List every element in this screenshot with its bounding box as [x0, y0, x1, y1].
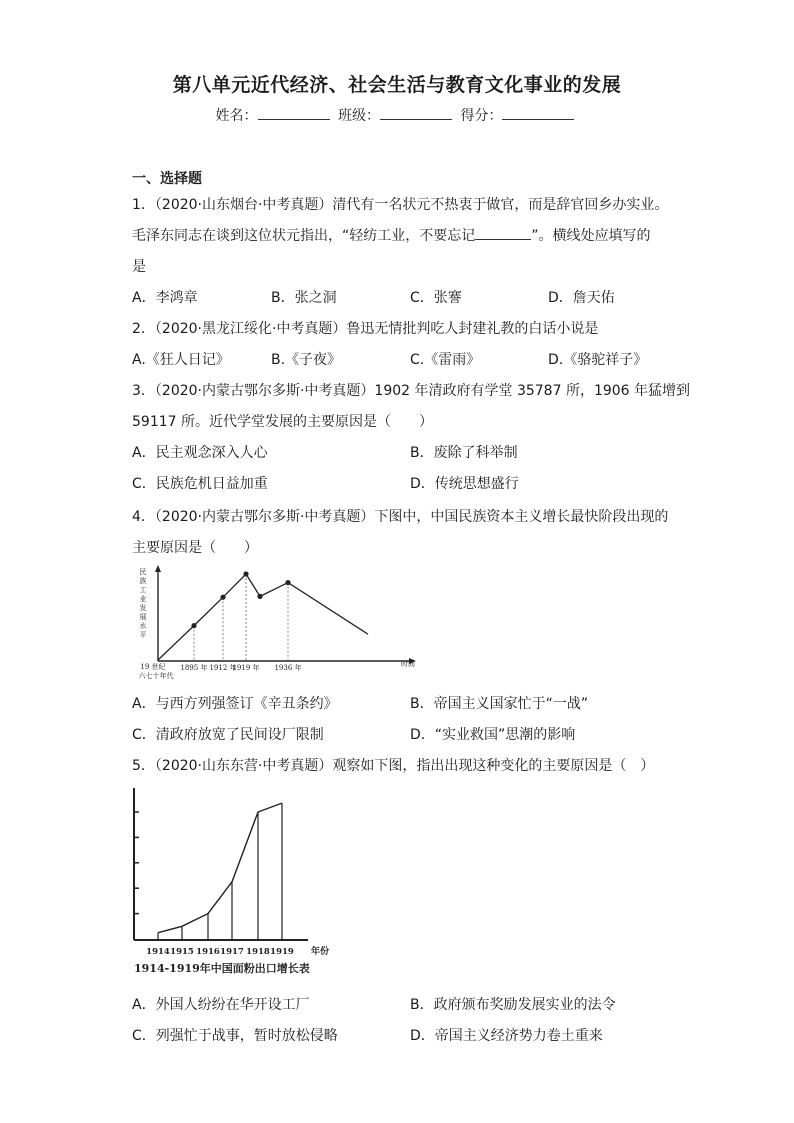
q5-option-b[interactable]: B．政府颁布奖励发展实业的法令 — [410, 997, 616, 1013]
q1-line2 — [132, 225, 651, 245]
q4-y-label-char: 平 — [139, 631, 147, 639]
q2-option-a[interactable]: A.《狂人日记》 — [132, 352, 230, 368]
q4-line2: 主要原因是（ ） — [132, 540, 258, 556]
q4-tick-0: 19 世纪 — [140, 663, 166, 671]
q4-option-d[interactable]: D．“实业救国”思潮的影响 — [410, 727, 576, 743]
q3-option-b[interactable]: B．废除了科举制 — [410, 445, 518, 461]
q4-chart — [132, 562, 432, 688]
q4-data-point — [191, 623, 196, 628]
name-label: 姓名： — [215, 108, 258, 124]
section-title: 一、选择题 — [132, 171, 202, 187]
q2-option-d[interactable]: D.《骆驼祥子》 — [548, 352, 648, 368]
q1-option-b[interactable]: B．张之洞 — [271, 290, 337, 306]
score-label: 得分： — [460, 108, 503, 124]
q4-data-point — [243, 571, 248, 576]
q5-x-tick: 1918 — [246, 947, 270, 957]
q4-y-label-chars — [140, 567, 147, 639]
q1-line3: 是 — [132, 259, 146, 275]
q4-series-line — [158, 574, 368, 660]
q5-x-tick: 1915 — [170, 947, 194, 957]
q4-tick-label: 1919 年 — [232, 664, 260, 672]
q5-x-label: 年份 — [310, 947, 330, 957]
q4-x-label: 时间 — [401, 660, 415, 668]
q4-data-point — [257, 594, 262, 599]
q3-option-a[interactable]: A．民主观念深入人心 — [132, 445, 268, 461]
q4-y-label-char: 工 — [139, 586, 147, 594]
class-label: 班级： — [338, 108, 380, 124]
q5-x-tick: 1916 — [196, 947, 220, 957]
q4-y-arrow — [155, 565, 161, 572]
q5-title: 1914-1919年中国面粉出口增长表 — [134, 962, 310, 975]
q4-option-c[interactable]: C．清政府放宽了民间设厂限制 — [132, 727, 324, 743]
student-info — [0, 105, 794, 125]
q5-option-d[interactable]: D．帝国主义经济势力卷土重来 — [410, 1028, 603, 1044]
q4-y-label-char: 业 — [139, 595, 147, 603]
q4-line1: 4．（2020·内蒙古鄂尔多斯·中考真题）下图中，中国民族资本主义增长最快阶段出现的 — [132, 509, 669, 525]
q5-x-tick: 1914 — [146, 947, 170, 957]
q1-line1: 1．（2020·山东烟台·中考真题）清代有一名状元不热衷于做官，而是辞官回乡办实业。 — [132, 197, 669, 213]
q4-data-point — [220, 595, 225, 600]
page-title: 第八单元近代经济、社会生活与教育文化事业的发展 — [172, 74, 622, 96]
q1-line2b: ”。横线处应填写的 — [531, 228, 651, 244]
q3-line2: 59117 所。近代学堂发展的主要原因是（ ） — [132, 414, 433, 430]
q2-option-c[interactable]: C.《雷雨》 — [410, 352, 481, 368]
q1-line2a: 毛泽东同志在谈到这位状元指出，“轻纺工业，不要忘记 — [132, 228, 476, 244]
q1-blank — [475, 227, 531, 240]
q4-option-b[interactable]: B．帝国主义国家忙于“一战” — [410, 696, 589, 712]
q5-chart — [120, 782, 340, 982]
q4-tick-label: 1936 年 — [274, 664, 302, 672]
q4-tick-label: 1895 年 — [180, 664, 208, 672]
q5-option-c[interactable]: C．列强忙于战事，暂时放松侵略 — [132, 1028, 338, 1044]
q4-y-label-char: 族 — [139, 577, 147, 585]
q3-line1: 3．（2020·内蒙古鄂尔多斯·中考真题）1902 年清政府有学堂 35787 所，1906 年猛增到 — [132, 383, 691, 399]
class-field[interactable] — [380, 107, 452, 120]
q4-tick-label: 1912 年 — [209, 664, 237, 672]
q5-x-tick: 1919 — [270, 947, 294, 957]
q4-y-label-char: 民 — [139, 568, 147, 576]
q2-option-b[interactable]: B.《子夜》 — [271, 352, 342, 368]
q4-y-label-char: 水 — [139, 622, 147, 630]
q4-y-label-char: 展 — [139, 613, 147, 621]
name-field[interactable] — [258, 107, 330, 120]
q3-option-c[interactable]: C．民族危机日益加重 — [132, 476, 268, 492]
q5-series-line — [158, 803, 282, 933]
q4-data-point — [285, 580, 290, 585]
q1-option-c[interactable]: C．张謇 — [410, 290, 462, 306]
q1-option-a[interactable]: A．李鸿章 — [132, 290, 198, 306]
q4-option-a[interactable]: A．与西方列强签订《辛丑条约》 — [132, 696, 338, 712]
q5-option-a[interactable]: A．外国人纷纷在华开设工厂 — [132, 997, 310, 1013]
q5-x-tick: 1917 — [220, 947, 244, 957]
q1-option-d[interactable]: D．詹天佑 — [548, 290, 615, 306]
q2-line1: 2．（2020·黑龙江绥化·中考真题）鲁迅无情批判吃人封建礼教的白话小说是 — [132, 321, 599, 337]
q5-line1: 5．（2020·山东东营·中考真题）观察如下图，指出出现这种变化的主要原因是（ ） — [132, 758, 655, 774]
score-field[interactable] — [502, 107, 574, 120]
q4-y-label-char: 发 — [139, 604, 147, 612]
q3-option-d[interactable]: D．传统思想盛行 — [410, 476, 519, 492]
q4-tick-0b: 六七十年代 — [138, 672, 174, 680]
